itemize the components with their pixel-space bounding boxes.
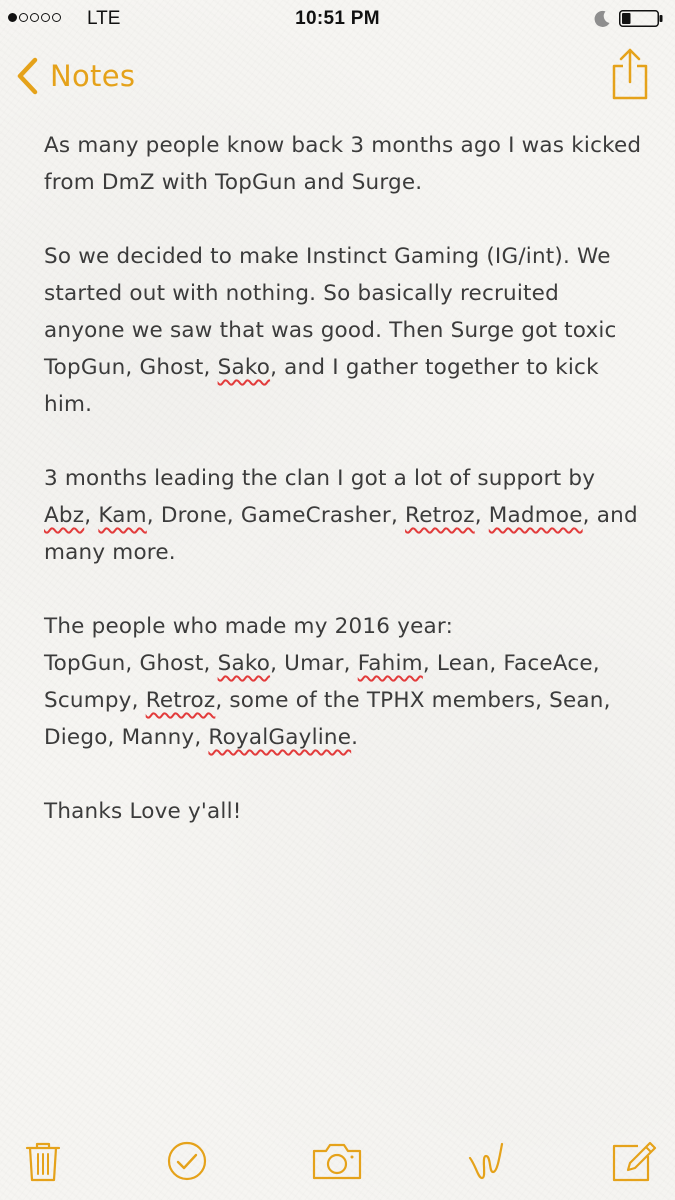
battery-icon bbox=[619, 10, 663, 27]
checkmark-circle-icon bbox=[162, 1136, 212, 1186]
carrier-label: LTE bbox=[87, 8, 121, 29]
note-paragraph bbox=[44, 238, 644, 423]
bottom-toolbar bbox=[0, 1120, 675, 1200]
note-text: TopGun, Ghost, bbox=[44, 651, 218, 676]
share-button[interactable] bbox=[608, 46, 652, 102]
camera-button[interactable] bbox=[310, 1136, 364, 1186]
note-body[interactable] bbox=[44, 127, 644, 830]
note-text: Thanks Love y'all! bbox=[44, 799, 242, 824]
trash-icon bbox=[18, 1136, 68, 1186]
note-text: , Drone, GameCrasher, bbox=[146, 503, 406, 528]
misspelled-word: Sako bbox=[217, 651, 271, 676]
back-button[interactable] bbox=[14, 52, 135, 100]
pen-scribble-icon bbox=[462, 1136, 512, 1186]
note-text: 3 months leading the clan I got a lot of support by bbox=[44, 466, 596, 491]
sketch-button[interactable] bbox=[462, 1136, 512, 1186]
navigation-bar bbox=[0, 40, 675, 120]
note-text: , bbox=[84, 503, 99, 528]
note-text: , bbox=[474, 503, 489, 528]
note-text: , and many more. bbox=[44, 503, 638, 565]
camera-icon bbox=[310, 1136, 364, 1186]
status-time: 10:51 PM bbox=[295, 8, 380, 29]
checklist-button[interactable] bbox=[162, 1136, 212, 1186]
back-button-label: Notes bbox=[50, 59, 136, 93]
note-text: , and I gather together to kick him. bbox=[44, 355, 599, 417]
status-bar bbox=[0, 0, 675, 40]
note-paragraph bbox=[44, 460, 644, 571]
misspelled-word: Kam bbox=[98, 503, 147, 528]
chevron-left-icon bbox=[14, 56, 40, 96]
note-text: , Umar, bbox=[270, 651, 358, 676]
note-text: , Lean, FaceAce, Scumpy, bbox=[44, 651, 600, 713]
note-paragraph bbox=[44, 793, 644, 830]
note-text: The people who made my 2016 year: bbox=[44, 614, 454, 639]
do-not-disturb-moon-icon bbox=[592, 9, 612, 29]
compose-button[interactable] bbox=[608, 1136, 658, 1186]
note-text: So we decided to make Instinct Gaming (IG/int). We started out with nothing. So basically recruited anyone we saw that was good. Then Surge got toxic TopGun, Ghost, bbox=[44, 244, 617, 380]
misspelled-word: RoyalGayline bbox=[208, 725, 352, 750]
misspelled-word: Retroz bbox=[145, 688, 216, 713]
misspelled-word: Abz bbox=[44, 503, 85, 528]
note-paragraph bbox=[44, 608, 644, 756]
misspelled-word: Sako bbox=[217, 355, 271, 380]
compose-icon bbox=[608, 1136, 658, 1186]
share-icon bbox=[608, 46, 652, 102]
delete-button[interactable] bbox=[18, 1136, 68, 1186]
note-text: , some of the TPHX members, Sean, Diego, Manny, bbox=[44, 688, 611, 750]
misspelled-word: Fahim bbox=[357, 651, 423, 676]
misspelled-word: Madmoe bbox=[488, 503, 583, 528]
misspelled-word: Retroz bbox=[405, 503, 475, 528]
note-text: . bbox=[351, 725, 359, 750]
note-text: As many people know back 3 months ago I was kicked from DmZ with TopGun and Surge. bbox=[44, 133, 642, 195]
note-paragraph bbox=[44, 127, 644, 201]
